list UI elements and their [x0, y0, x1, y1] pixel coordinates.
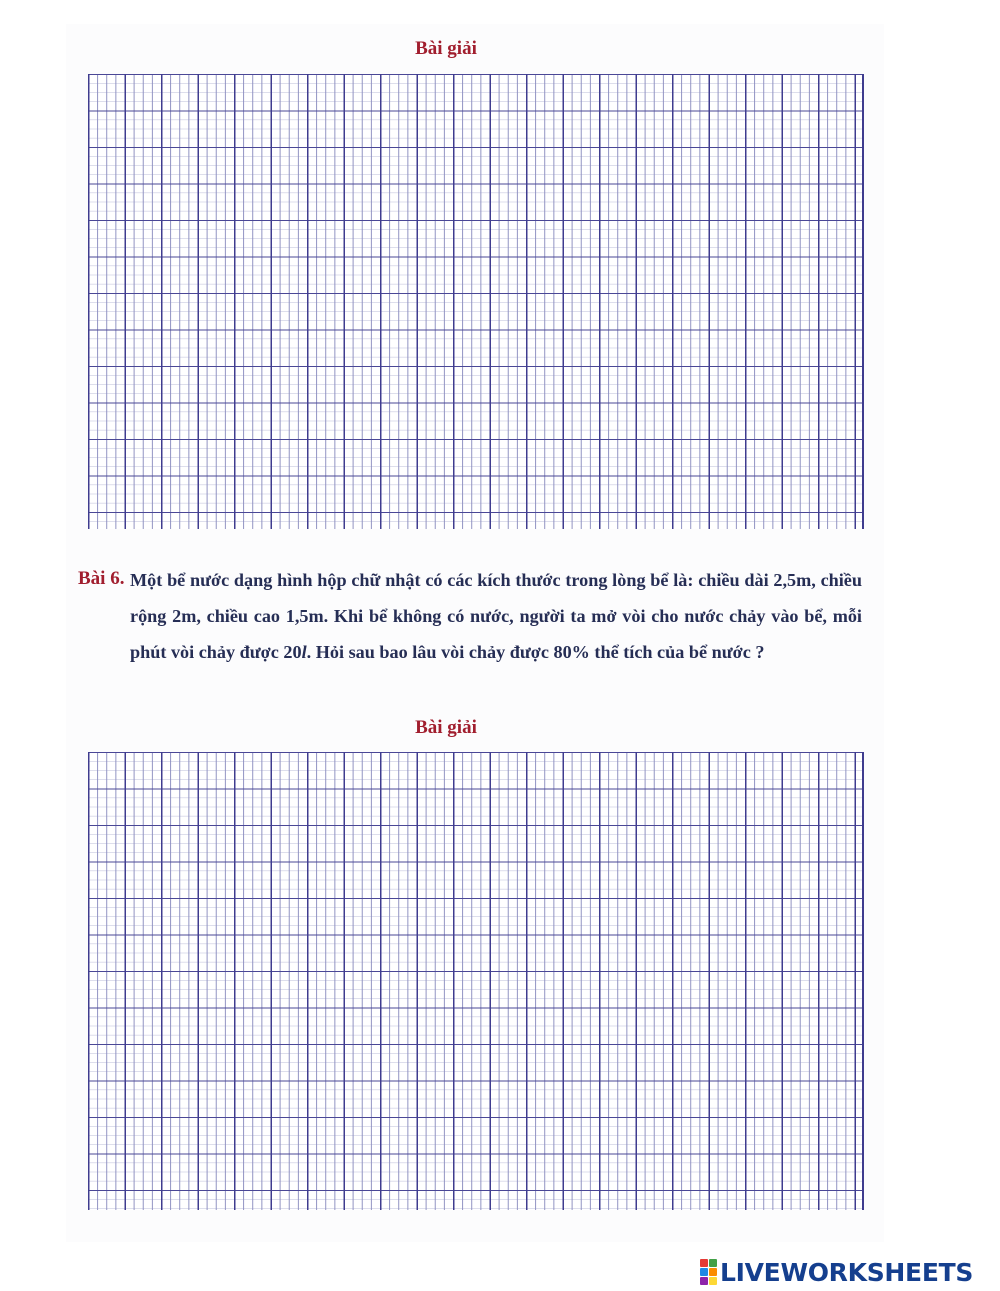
logo-tile-1	[700, 1259, 708, 1267]
logo-tile-2	[709, 1259, 717, 1267]
logo-tile-6	[709, 1277, 717, 1285]
answer-grid-top[interactable]	[88, 74, 864, 529]
problem-number: Bài 6.	[78, 568, 125, 589]
problem-text-part-2: . Hỏi sau bao lâu vòi chảy được 80% thể tích của bể nước ?	[306, 642, 765, 662]
logo-tile-3	[700, 1268, 708, 1276]
answer-grid-bottom[interactable]	[88, 752, 864, 1210]
liveworksheets-logo[interactable]	[700, 1257, 973, 1287]
liveworksheets-logo-icon	[700, 1259, 717, 1285]
solution-heading-top: Bài giải	[415, 38, 477, 59]
solution-heading-bottom: Bài giải	[415, 717, 477, 738]
problem-statement	[130, 562, 862, 670]
logo-text: LIVEWORKSHEETS	[720, 1257, 974, 1287]
logo-tile-5	[700, 1277, 708, 1285]
liter-unit: l	[301, 642, 307, 662]
problem-text-part-1: Một bể nước dạng hình hộp chữ nhật có các kích thước trong lòng bể là: chiều dài 2,5m, chiều rộng 2m, chiều cao 1,5m. Khi bể không có nước, người ta mở vòi cho nước chảy vào bể, mỗi phút vòi chảy được 20	[130, 570, 862, 662]
logo-tile-4	[709, 1268, 717, 1276]
